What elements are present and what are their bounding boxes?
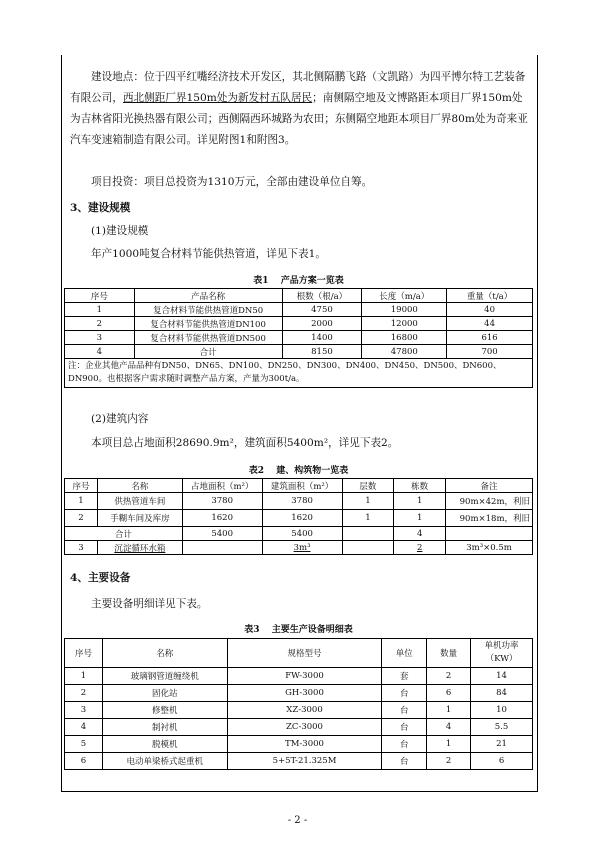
table-cell: 4 — [394, 527, 446, 541]
subheading-building: (2)建筑内容 — [91, 413, 149, 425]
header-cell: 栋数 — [394, 479, 446, 493]
equipment-paragraph: 主要设备明细详见下表。 — [91, 598, 208, 610]
table-cell: 台 — [382, 685, 427, 702]
table-cell: 供热管道车间 — [97, 493, 182, 510]
table-cell: 套 — [382, 668, 427, 685]
header-cell: 序号 — [65, 479, 98, 493]
header-cell: 占地面积（m²） — [182, 479, 262, 493]
table-row — [65, 736, 533, 753]
table-cell: 台 — [382, 719, 427, 736]
table-note: 注：企业其他产品品种有DN50、DN65、DN100、DN250、DN300、DN400、DN450、DN500、DN600、DN900。也根据客户需求随时调整产品方案，产量为300t/a。 — [65, 359, 533, 388]
header-cell: 根数（根/a） — [282, 289, 362, 303]
table-cell: 616 — [447, 331, 533, 345]
table-row — [65, 303, 533, 317]
table-cell — [342, 541, 394, 555]
table-cell: 4 — [427, 719, 471, 736]
table-cell: 6 — [65, 753, 103, 770]
location-paragraph — [70, 67, 530, 151]
table-cell: 复合材料节能供热管道DN50 — [134, 303, 282, 317]
table-cell: 1 — [394, 493, 446, 510]
table-row — [65, 510, 533, 527]
table-cell: 脱模机 — [102, 736, 227, 753]
table-cell: 4 — [65, 719, 103, 736]
table-cell: 84 — [471, 685, 533, 702]
header-cell: 重量（t/a） — [447, 289, 533, 303]
page-number: - 2 - — [287, 815, 308, 826]
table-cell: ZC-3000 — [227, 719, 382, 736]
location-text-rest: ；南侧隔空地及文博路距本项目厂界150m处为吉林省阳光换热器有限公司；西侧隔西环城路为农田；东侧隔空地距本项目厂界80m处为奇来亚汽车变速箱制造有限公司。详见附图1和附图3。 — [70, 92, 528, 146]
table-row — [65, 685, 533, 702]
table-cell: 3 — [65, 702, 103, 719]
table2-caption: 表2 建、构筑物一览表 — [248, 466, 349, 476]
table-cell: 玻璃钢管道缠绕机 — [102, 668, 227, 685]
header-cell: 名称 — [97, 479, 182, 493]
table-cell: 1 — [427, 736, 471, 753]
table-cell: 1 — [65, 493, 98, 510]
table-cell: 1 — [65, 668, 103, 685]
table-row — [65, 702, 533, 719]
building-table — [64, 478, 533, 555]
table-cell: 1400 — [282, 331, 362, 345]
table-cell: TM-3000 — [227, 736, 382, 753]
table-cell: 14 — [471, 668, 533, 685]
table-cell: FW-3000 — [227, 668, 382, 685]
table-cell: 台 — [382, 736, 427, 753]
header-cell: 名称 — [102, 639, 227, 668]
table-cell: 700 — [447, 345, 533, 359]
table-cell: 2000 — [282, 317, 362, 331]
table-cell: 3780 — [262, 493, 342, 510]
table-cell: 5 — [65, 736, 103, 753]
table-cell: 3 — [65, 331, 135, 345]
header-cell: 产品名称 — [134, 289, 282, 303]
product-table — [64, 288, 533, 388]
table-cell: 2 — [427, 668, 471, 685]
table-cell: 3m³ — [262, 541, 342, 555]
table-row — [65, 317, 533, 331]
table-cell: 2 — [394, 541, 446, 555]
table-cell: 修整机 — [102, 702, 227, 719]
table-cell: 合计 — [65, 527, 183, 541]
table-cell — [182, 541, 262, 555]
table-cell: 6 — [471, 753, 533, 770]
table-cell — [446, 527, 533, 541]
table-row — [65, 493, 533, 510]
table-cell: 5400 — [182, 527, 262, 541]
subheading-scale: (1)建设规模 — [91, 225, 149, 237]
table-cell: 合计 — [134, 345, 282, 359]
table-row — [65, 345, 533, 359]
table-cell: XZ-3000 — [227, 702, 382, 719]
section-heading-equipment: 4、主要设备 — [70, 572, 131, 584]
table-cell: 10 — [471, 702, 533, 719]
table-cell: 沉淀循环水箱 — [97, 541, 182, 555]
table-cell: 2 — [65, 685, 103, 702]
table-row — [65, 527, 533, 541]
header-cell: 长度（m/a） — [362, 289, 447, 303]
table-row — [65, 668, 533, 685]
table-cell: 1 — [65, 303, 135, 317]
table-cell: 21 — [471, 736, 533, 753]
table-row — [65, 719, 533, 736]
table-cell: 1 — [427, 702, 471, 719]
table-cell: 2 — [65, 510, 98, 527]
table-cell: 12000 — [362, 317, 447, 331]
table-cell: 3 — [65, 541, 98, 555]
table-cell: 1 — [342, 493, 394, 510]
table-cell: 固化站 — [102, 685, 227, 702]
header-cell: 建筑面积（m²） — [262, 479, 342, 493]
table-cell: 90m×18m，利旧 — [446, 510, 533, 527]
table-cell: 制衬机 — [102, 719, 227, 736]
table-cell: 4 — [65, 345, 135, 359]
table-row — [65, 331, 533, 345]
table-cell: 8150 — [282, 345, 362, 359]
table3-caption: 表3 主要生产设备明细表 — [244, 625, 353, 635]
location-text: 建设地点：位于四平红嘴经济技术开发区，其北侧隔鹏飞路（文凯路）为四平博尔特工艺装备有限公司， — [70, 71, 526, 104]
table-cell: 19000 — [362, 303, 447, 317]
building-paragraph: 本项目总占地面积28690.9m²，建筑面积5400m²，详见下表2。 — [91, 437, 399, 449]
table-cell: 40 — [447, 303, 533, 317]
table-cell: 5+5T-21.325M — [227, 753, 382, 770]
table-cell: 5400 — [262, 527, 342, 541]
table-cell: 手糊车间及库房 — [97, 510, 182, 527]
header-cell: 单机功率（KW） — [471, 639, 533, 668]
header-cell: 序号 — [65, 639, 103, 668]
table-row — [65, 753, 533, 770]
table-cell: GH-3000 — [227, 685, 382, 702]
table-row — [65, 541, 533, 555]
header-cell: 数量 — [427, 639, 471, 668]
table-header-row — [65, 479, 533, 493]
table-cell: 4750 — [282, 303, 362, 317]
section-heading-scale: 3、建设规模 — [70, 202, 131, 214]
header-cell: 序号 — [65, 289, 135, 303]
table-cell: 电动单梁桥式起重机 — [102, 753, 227, 770]
header-cell: 规格型号 — [227, 639, 382, 668]
header-cell: 层数 — [342, 479, 394, 493]
table-cell: 3780 — [182, 493, 262, 510]
scale-paragraph: 年产1000吨复合材料节能供热管道，详见下表1。 — [91, 248, 326, 260]
table-cell: 47800 — [362, 345, 447, 359]
investment-paragraph: 项目投资：项目总投资为1310万元，全部由建设单位自筹。 — [91, 176, 373, 188]
table-cell: 5.5 — [471, 719, 533, 736]
table-cell: 1620 — [182, 510, 262, 527]
table-cell: 2 — [65, 317, 135, 331]
equipment-table — [64, 638, 533, 770]
table-cell: 台 — [382, 753, 427, 770]
table-header-row — [65, 289, 533, 303]
table1-caption: 表1 产品方案一览表 — [253, 276, 344, 286]
table-cell: 2 — [427, 753, 471, 770]
table-header-row — [65, 639, 533, 668]
table-cell — [342, 527, 394, 541]
table-cell: 复合材料节能供热管道DN500 — [134, 331, 282, 345]
table-cell: 16800 — [362, 331, 447, 345]
table-note-row — [65, 359, 533, 388]
table-cell: 1 — [342, 510, 394, 527]
table-cell: 1620 — [262, 510, 342, 527]
table-cell: 44 — [447, 317, 533, 331]
table-cell: 6 — [427, 685, 471, 702]
table-cell: 90m×42m，利旧 — [446, 493, 533, 510]
table-cell: 3m³×0.5m — [446, 541, 533, 555]
header-cell: 备注 — [446, 479, 533, 493]
table-cell: 台 — [382, 702, 427, 719]
header-cell: 单位 — [382, 639, 427, 668]
location-underlined-text: 西北侧距厂界150m处为新发村五队居民 — [122, 92, 313, 104]
table-cell: 1 — [394, 510, 446, 527]
table-cell: 复合材料节能供热管道DN100 — [134, 317, 282, 331]
